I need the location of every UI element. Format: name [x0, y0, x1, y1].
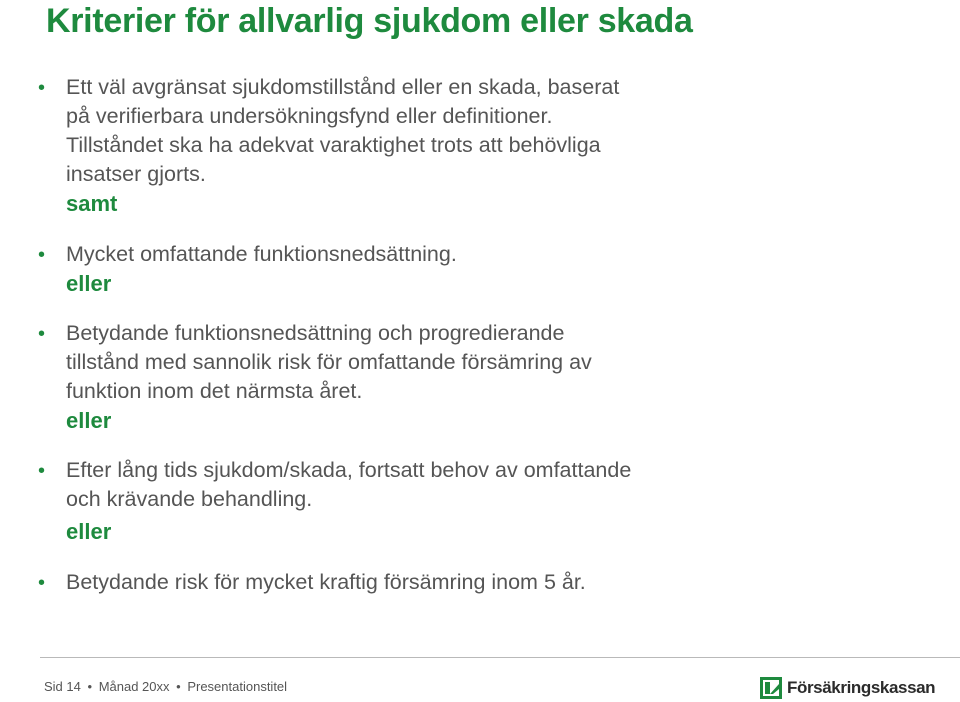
forsakringskassan-logo	[760, 675, 935, 701]
criterion-4-line-1: Efter lång tids sjukdom/skada, fortsatt behov av omfattande	[66, 458, 632, 482]
connector-samt: samt	[66, 191, 118, 216]
criterion-1-line-1: Ett väl avgränsat sjukdomstillstånd eller en skada, baserat	[66, 75, 620, 99]
criterion-5-line-1: Betydande risk för mycket kraftig försämring inom 5 år.	[66, 570, 586, 594]
bullet-icon: •	[38, 572, 46, 594]
connector-eller: eller	[66, 408, 112, 433]
criterion-3-line-3: funktion inom det närmsta året.	[66, 379, 363, 403]
criterion-3-line-1: Betydande funktionsnedsättning och progredierande	[66, 321, 565, 345]
criterion-2-line-1: Mycket omfattande funktionsnedsättning.	[66, 242, 457, 266]
footer-presentation-title: Presentationstitel	[187, 679, 288, 694]
footer-separator: •	[176, 679, 181, 694]
footer-separator: •	[87, 679, 93, 694]
bullet-icon: •	[38, 323, 46, 345]
criterion-1-line-4: insatser gjorts.	[66, 162, 206, 186]
criterion-1-line-2: på verifierbara undersökningsfynd eller definitioner.	[66, 104, 553, 128]
criterion-1-line-3: Tillståndet ska ha adekvat varaktighet trots att behövliga	[66, 133, 601, 157]
bullet-icon: •	[38, 460, 46, 482]
footer-info	[44, 679, 287, 694]
connector-eller: eller	[66, 519, 112, 544]
connector-eller: eller	[66, 271, 112, 296]
criterion-4-line-2: och krävande behandling.	[66, 487, 313, 511]
bullet-icon: •	[38, 244, 46, 266]
footer-month: Månad 20xx	[98, 679, 170, 694]
logo-wordmark: Försäkringskassan	[787, 678, 936, 697]
slide-title: Kriterier för allvarlig sjukdom eller skada	[46, 2, 693, 40]
bullet-icon: •	[38, 77, 46, 99]
forsakringskassan-logo-icon	[760, 677, 782, 699]
footer-divider	[40, 657, 960, 658]
criterion-3-line-2: tillstånd med sannolik risk för omfattande försämring av	[66, 350, 592, 374]
footer-page-number: Sid 14	[44, 679, 81, 694]
